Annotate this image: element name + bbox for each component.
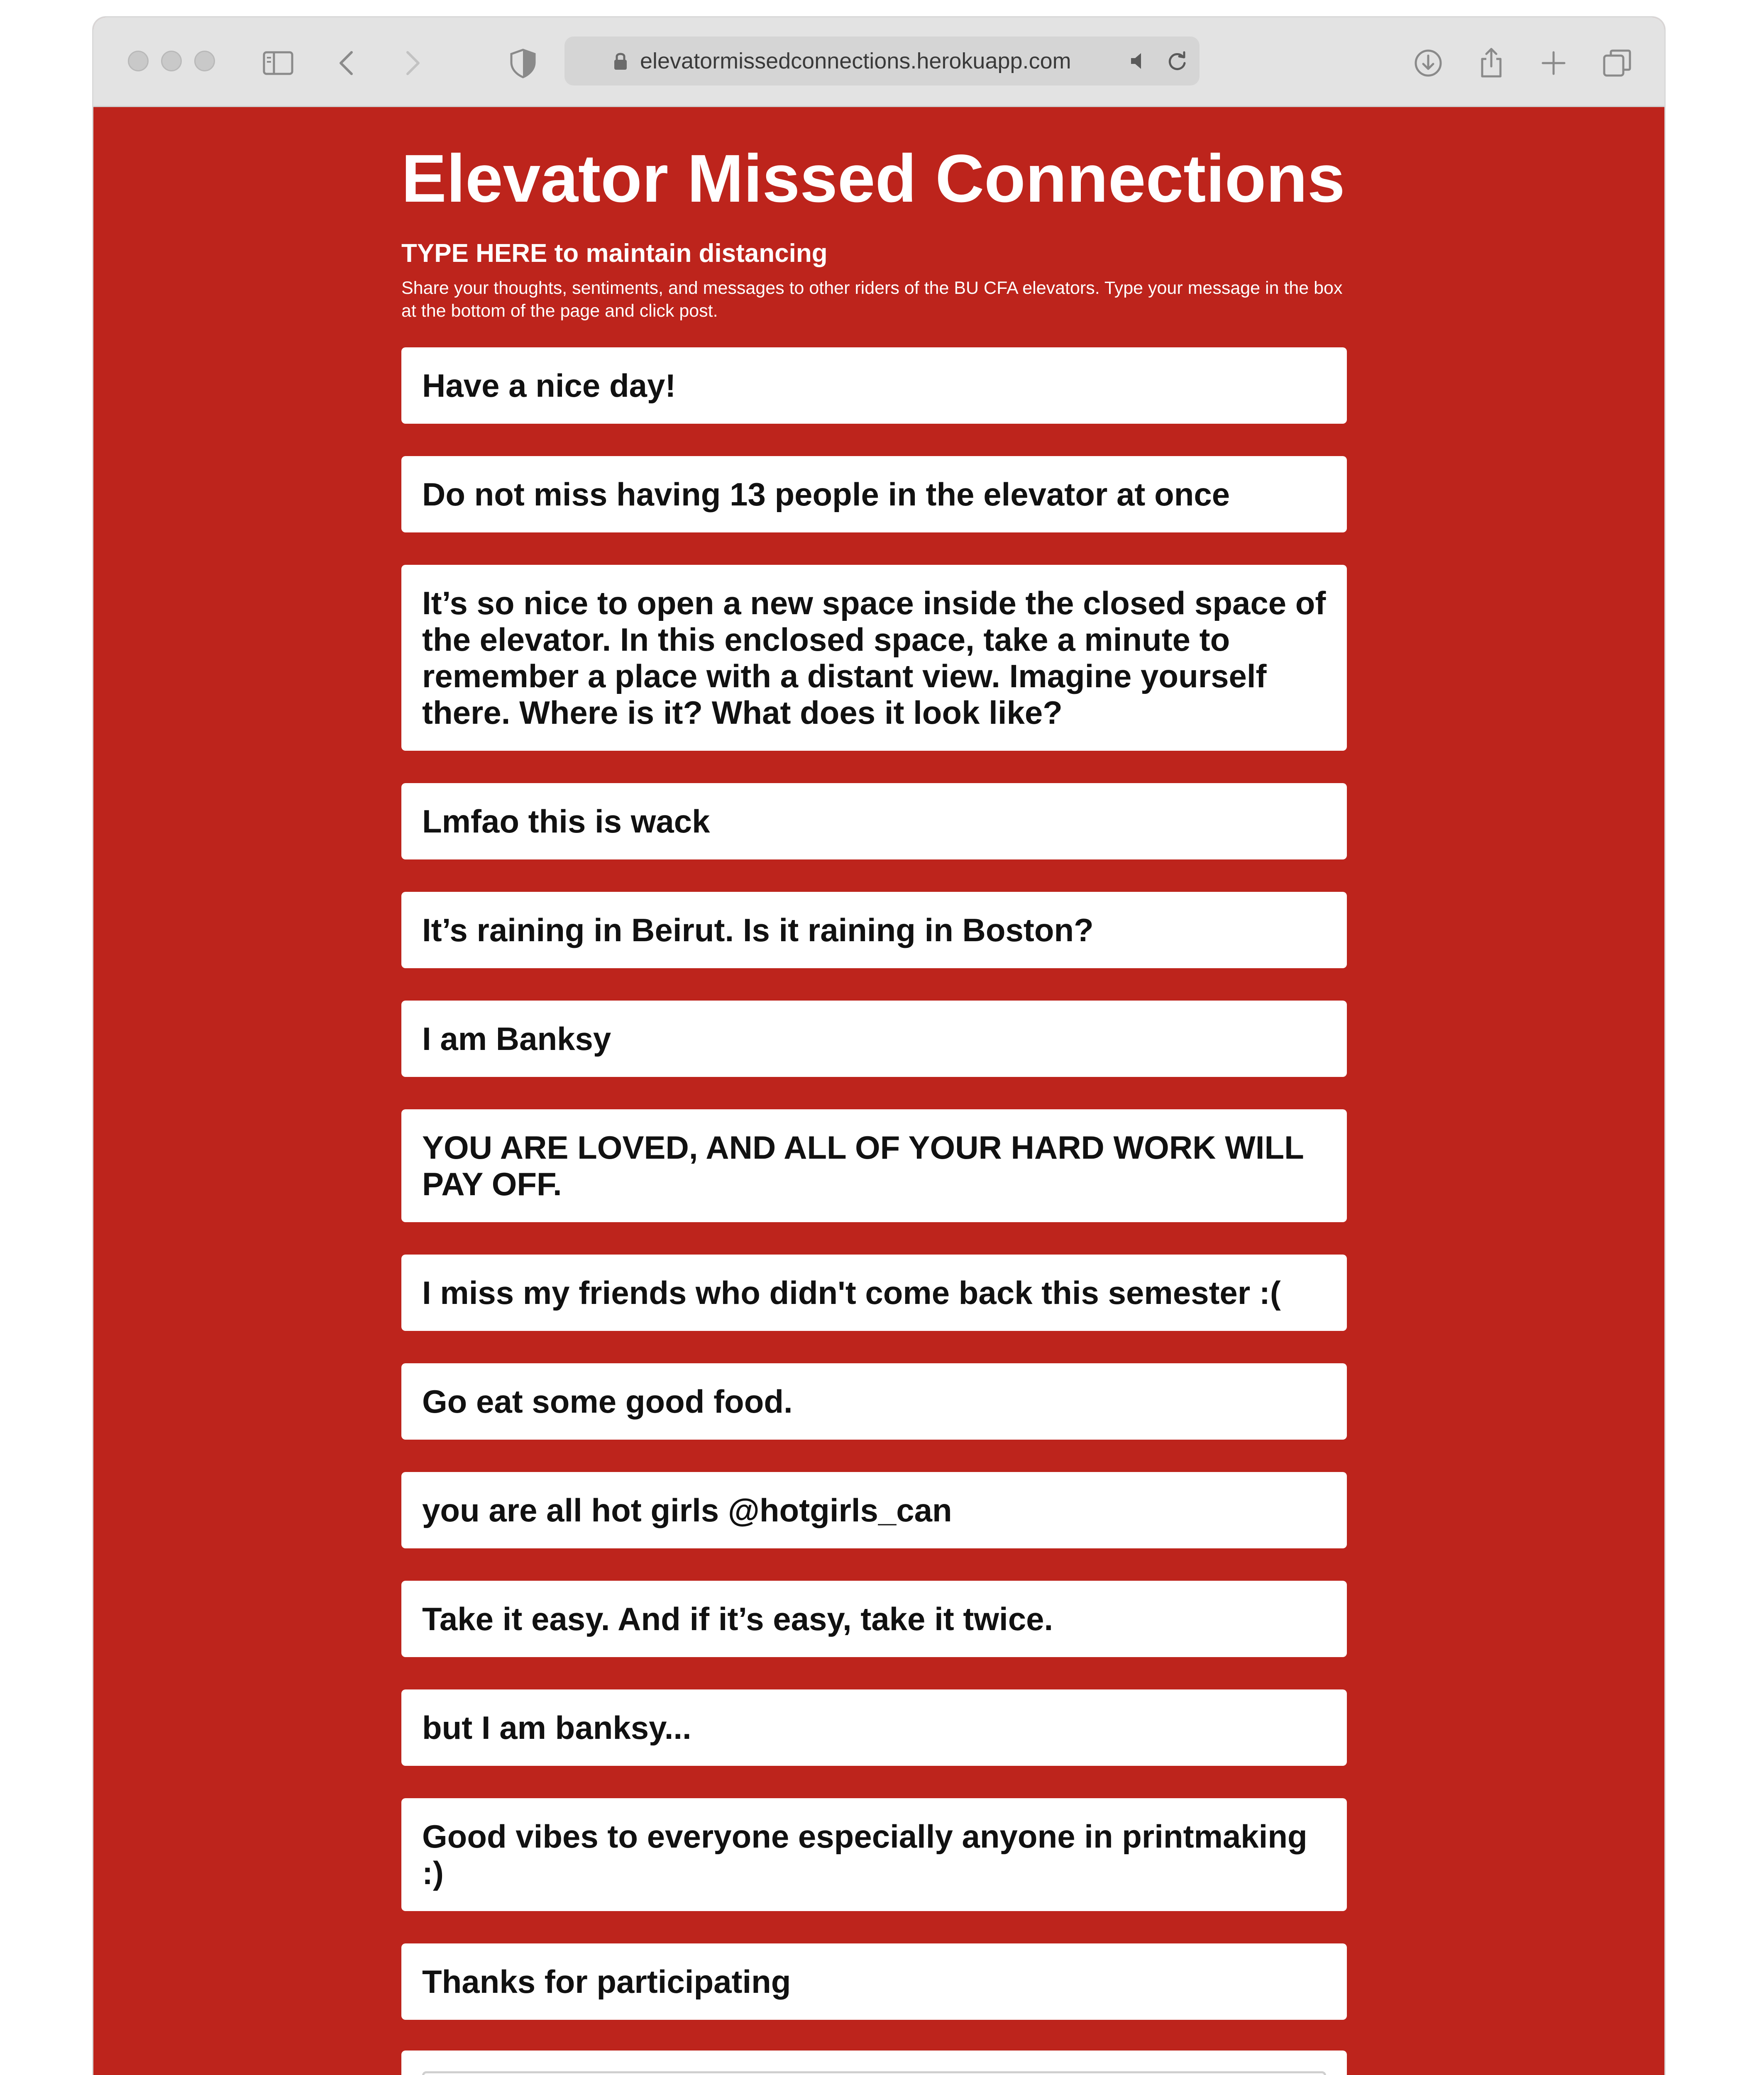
message-card: Thanks for participating <box>401 1943 1347 2020</box>
message-card: YOU ARE LOVED, AND ALL OF YOUR HARD WORK WILL PAY OFF. <box>401 1109 1347 1222</box>
message-card: I miss my friends who didn't come back this semester :( <box>401 1255 1347 1331</box>
message-card: I am Banksy <box>401 1001 1347 1077</box>
shield-icon[interactable] <box>506 46 540 80</box>
close-window-dot[interactable] <box>128 51 149 71</box>
message-card: Have a nice day! <box>401 347 1347 424</box>
forward-icon[interactable] <box>395 46 428 80</box>
page-title: Elevator Missed Connections <box>401 140 1345 216</box>
download-icon[interactable] <box>1412 46 1445 80</box>
page-description: Share your thoughts, sentiments, and messages to other riders of the BU CFA elevators. Type your message in the box at the bottom of the page and click post. <box>401 278 1343 321</box>
message-card: It’s so nice to open a new space inside the closed space of the elevator. In this enclosed space, take a minute to remember a place with a distant view. Imagine yourself there. Where is it? What does it look like? <box>401 565 1347 751</box>
speaker-icon[interactable] <box>1127 49 1151 73</box>
post-form <box>401 2051 1347 2075</box>
message-card: Take it easy. And if it’s easy, take it twice. <box>401 1581 1347 1657</box>
message-card: It’s raining in Beirut. Is it raining in Boston? <box>401 892 1347 968</box>
message-card: Go eat some good food. <box>401 1363 1347 1440</box>
address-bar[interactable] <box>564 37 1200 85</box>
message-input[interactable] <box>422 2071 1326 2075</box>
message-list <box>401 347 1347 2020</box>
maximize-window-dot[interactable] <box>194 51 215 71</box>
share-icon[interactable] <box>1475 46 1508 80</box>
message-card: Good vibes to everyone especially anyone in printmaking :) <box>401 1798 1347 1911</box>
message-card: Do not miss having 13 people in the elevator at once <box>401 456 1347 532</box>
back-icon[interactable] <box>331 46 364 80</box>
message-card: you are all hot girls @hotgirls_can <box>401 1472 1347 1548</box>
new-tab-icon[interactable] <box>1537 46 1570 80</box>
message-card: but I am banksy... <box>401 1689 1347 1766</box>
sidebar-icon[interactable] <box>261 46 295 80</box>
url-text: elevatormissedconnections.herokuapp.com <box>640 49 1071 73</box>
tabs-overview-icon[interactable] <box>1601 46 1634 80</box>
page-subtitle: TYPE HERE to maintain distancing <box>401 239 828 268</box>
lock-icon <box>609 50 632 72</box>
browser-window <box>93 17 1664 2075</box>
page-content <box>401 106 1347 2075</box>
minimize-window-dot[interactable] <box>161 51 182 71</box>
message-card: Lmfao this is wack <box>401 783 1347 859</box>
browser-toolbar <box>93 17 1664 107</box>
reload-icon[interactable] <box>1164 48 1190 74</box>
